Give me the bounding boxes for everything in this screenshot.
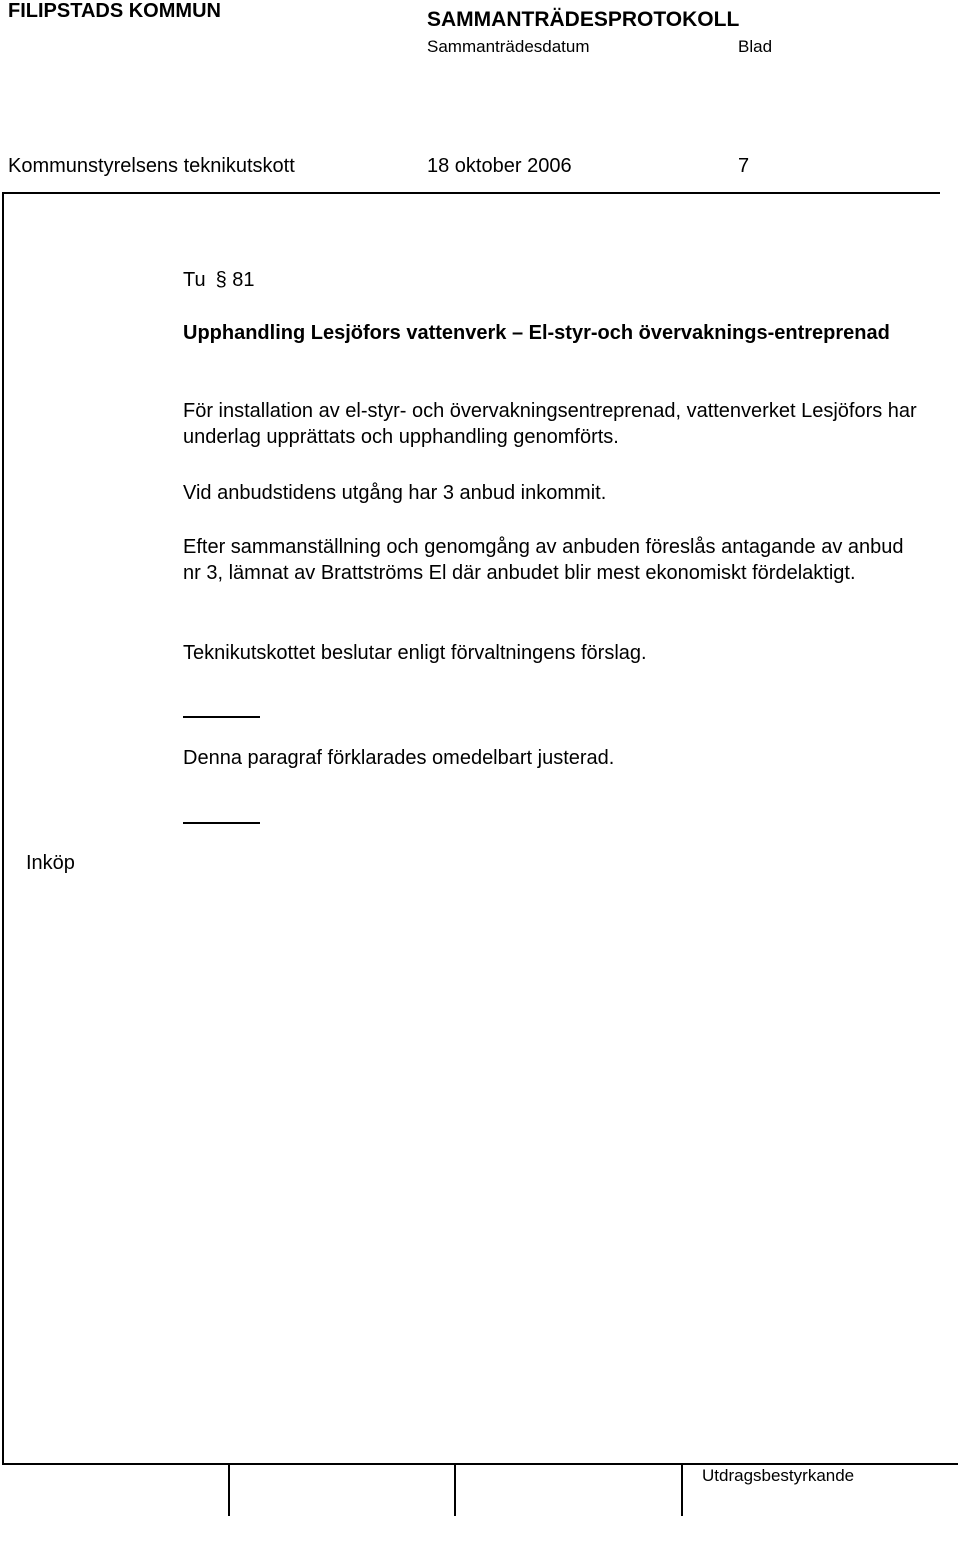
page-label: Blad xyxy=(738,37,773,56)
certification-label: Utdragsbestyrkande xyxy=(702,1466,855,1485)
meeting-date-label: Sammanträdesdatum xyxy=(427,37,590,56)
paragraph-proposal: Efter sammanställning och genomgång av anbuden föreslås antagande av anbud nr 3, lämnat av Brattströms El där anbudet blir mest ekonomiskt fördelaktigt. xyxy=(183,536,904,584)
signature-box-divider xyxy=(228,1463,230,1516)
organization-name: FILIPSTADS KOMMUN xyxy=(8,0,221,22)
page-number: 7 xyxy=(738,155,750,177)
separator-line xyxy=(183,716,260,718)
committee-name: Kommunstyrelsens teknikutskott xyxy=(8,155,295,177)
paragraph-bids: Vid anbudstidens utgång har 3 anbud inkommit. xyxy=(183,482,607,504)
signature-box-divider xyxy=(681,1463,683,1516)
section-reference xyxy=(183,267,255,293)
paragraph-decision: Teknikutskottet beslutar enligt förvaltningens förslag. xyxy=(183,642,647,664)
header-divider xyxy=(2,192,940,194)
footer-divider xyxy=(2,1463,958,1465)
section-prefix: Tu xyxy=(183,269,206,291)
paragraph-background: För installation av el-styr- och övervakningsentreprenad, vattenverket Lesjöfors har underlag upprättats och upphandling genomförts. xyxy=(183,400,917,448)
separator-line xyxy=(183,822,260,824)
paragraph-adjustment: Denna paragraf förklarades omedelbart justerad. xyxy=(183,747,615,769)
section-heading: Upphandling Lesjöfors vattenverk – El-styr-och övervaknings-entreprenad xyxy=(183,322,890,344)
distribution-recipient: Inköp xyxy=(26,852,75,874)
document-title: SAMMANTRÄDESPROTOKOLL xyxy=(427,8,740,31)
meeting-date: 18 oktober 2006 xyxy=(427,155,572,177)
section-symbol: § xyxy=(215,269,227,291)
signature-box-divider xyxy=(454,1463,456,1516)
section-number: 81 xyxy=(232,269,255,291)
left-margin-rule xyxy=(2,192,4,1465)
